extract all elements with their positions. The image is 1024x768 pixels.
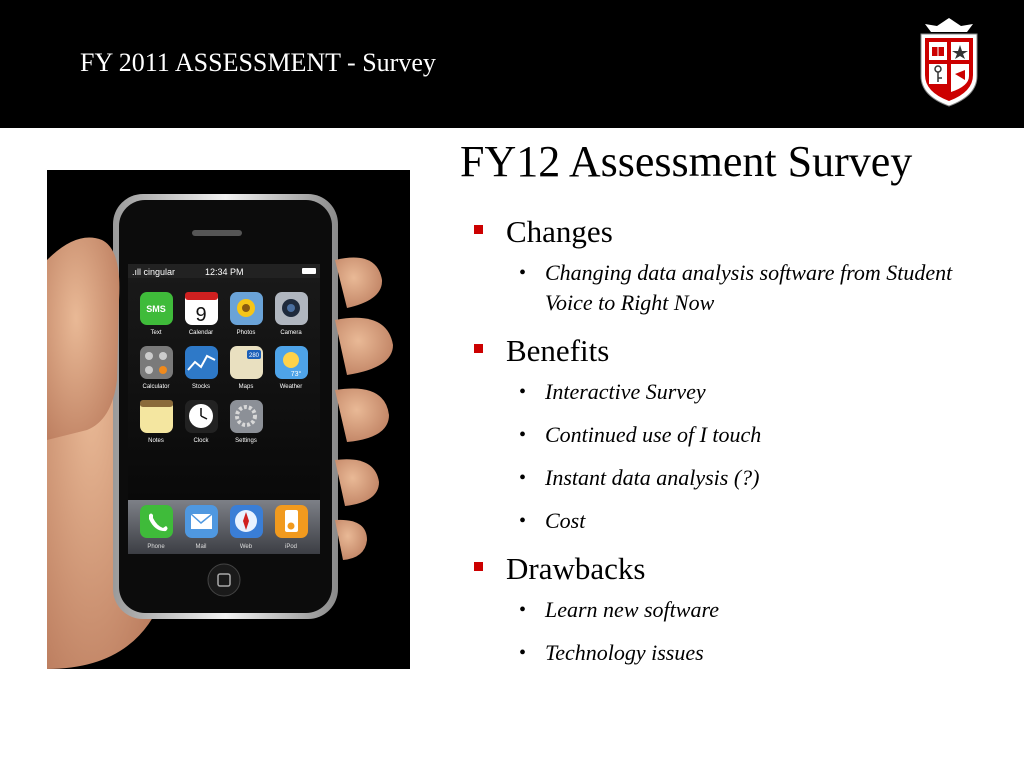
app-label: Settings [235,438,257,444]
finger-shape [335,388,389,442]
bullet-item [474,258,994,318]
bullet-heading-changes [474,212,994,252]
square-bullet-icon [474,562,483,571]
bullet-heading-text: Drawbacks [506,551,646,586]
bullet-heading-benefits [474,331,994,371]
bullet-item [474,463,994,493]
dot-bullet-icon: • [519,599,527,621]
dock-label: iPod [284,544,298,550]
bullet-heading-text: Benefits [506,333,610,368]
dot-bullet-icon: • [519,424,527,446]
app-label: Camera [280,330,302,336]
stocks-app-icon [185,346,218,379]
bullet-item [474,638,994,668]
bullet-heading-text: Changes [506,214,613,249]
bullet-item [474,595,994,625]
square-bullet-icon [474,225,483,234]
bullet-item-text: Interactive Survey [545,379,706,404]
carrier-label: .ıll cingular [132,267,176,277]
weather-temp: 73° [290,371,302,378]
bullet-item-text: Changing data analysis software from Student Voice to Right Now [545,260,953,315]
finger-shape [335,258,382,309]
bullet-item [474,377,994,407]
app-label: Calendar [188,330,214,336]
university-seal-icon [915,14,983,110]
dot-bullet-icon: • [519,262,527,284]
app-label: Clock [193,438,209,444]
finger-shape [335,318,393,375]
app-label: Stocks [191,384,211,390]
bullet-item [474,506,994,536]
bullet-item-text: Continued use of I touch [545,422,762,447]
dot-bullet-icon: • [519,381,527,403]
bullet-heading-drawbacks [474,549,994,589]
settings-app-icon [230,400,263,433]
square-bullet-icon [474,344,483,353]
clock-label: 12:34 PM [205,267,244,277]
app-label: Calculator [142,384,170,390]
thumb-shape [47,238,119,441]
dot-bullet-icon: • [519,642,527,664]
home-button-icon [208,564,240,596]
phone-app-icon [140,505,173,538]
bullet-item-text: Cost [545,508,586,533]
maps-badge: 280 [248,353,260,359]
bullet-item [474,420,994,450]
calendar-day: 9 [195,304,207,326]
slide-header [0,0,1024,128]
dock-label: Phone [147,544,165,550]
finger-shape [335,459,379,506]
dot-bullet-icon: • [519,510,527,532]
dock-label: Web [239,544,253,550]
dot-bullet-icon: • [519,467,527,489]
bullet-item-text: Instant data analysis (?) [545,465,760,490]
slide-title: FY12 Assessment Survey [460,137,913,186]
header-title: FY 2011 ASSESSMENT - Survey [80,48,436,77]
app-label: Maps [238,384,254,390]
hand-holding-phone-image [47,170,410,669]
app-label: Notes [148,438,164,444]
calculator-app-icon [140,346,173,379]
bullet-list [474,212,994,681]
app-label: Photos [236,330,256,336]
app-label: Weather [279,384,303,390]
bullet-item-text: Technology issues [545,640,704,665]
sms-icon-label: SMS [146,304,166,314]
bullet-item-text: Learn new software [545,597,719,622]
app-label: Text [150,330,162,336]
finger-shape [335,520,367,560]
dock-label: Mail [195,544,207,550]
